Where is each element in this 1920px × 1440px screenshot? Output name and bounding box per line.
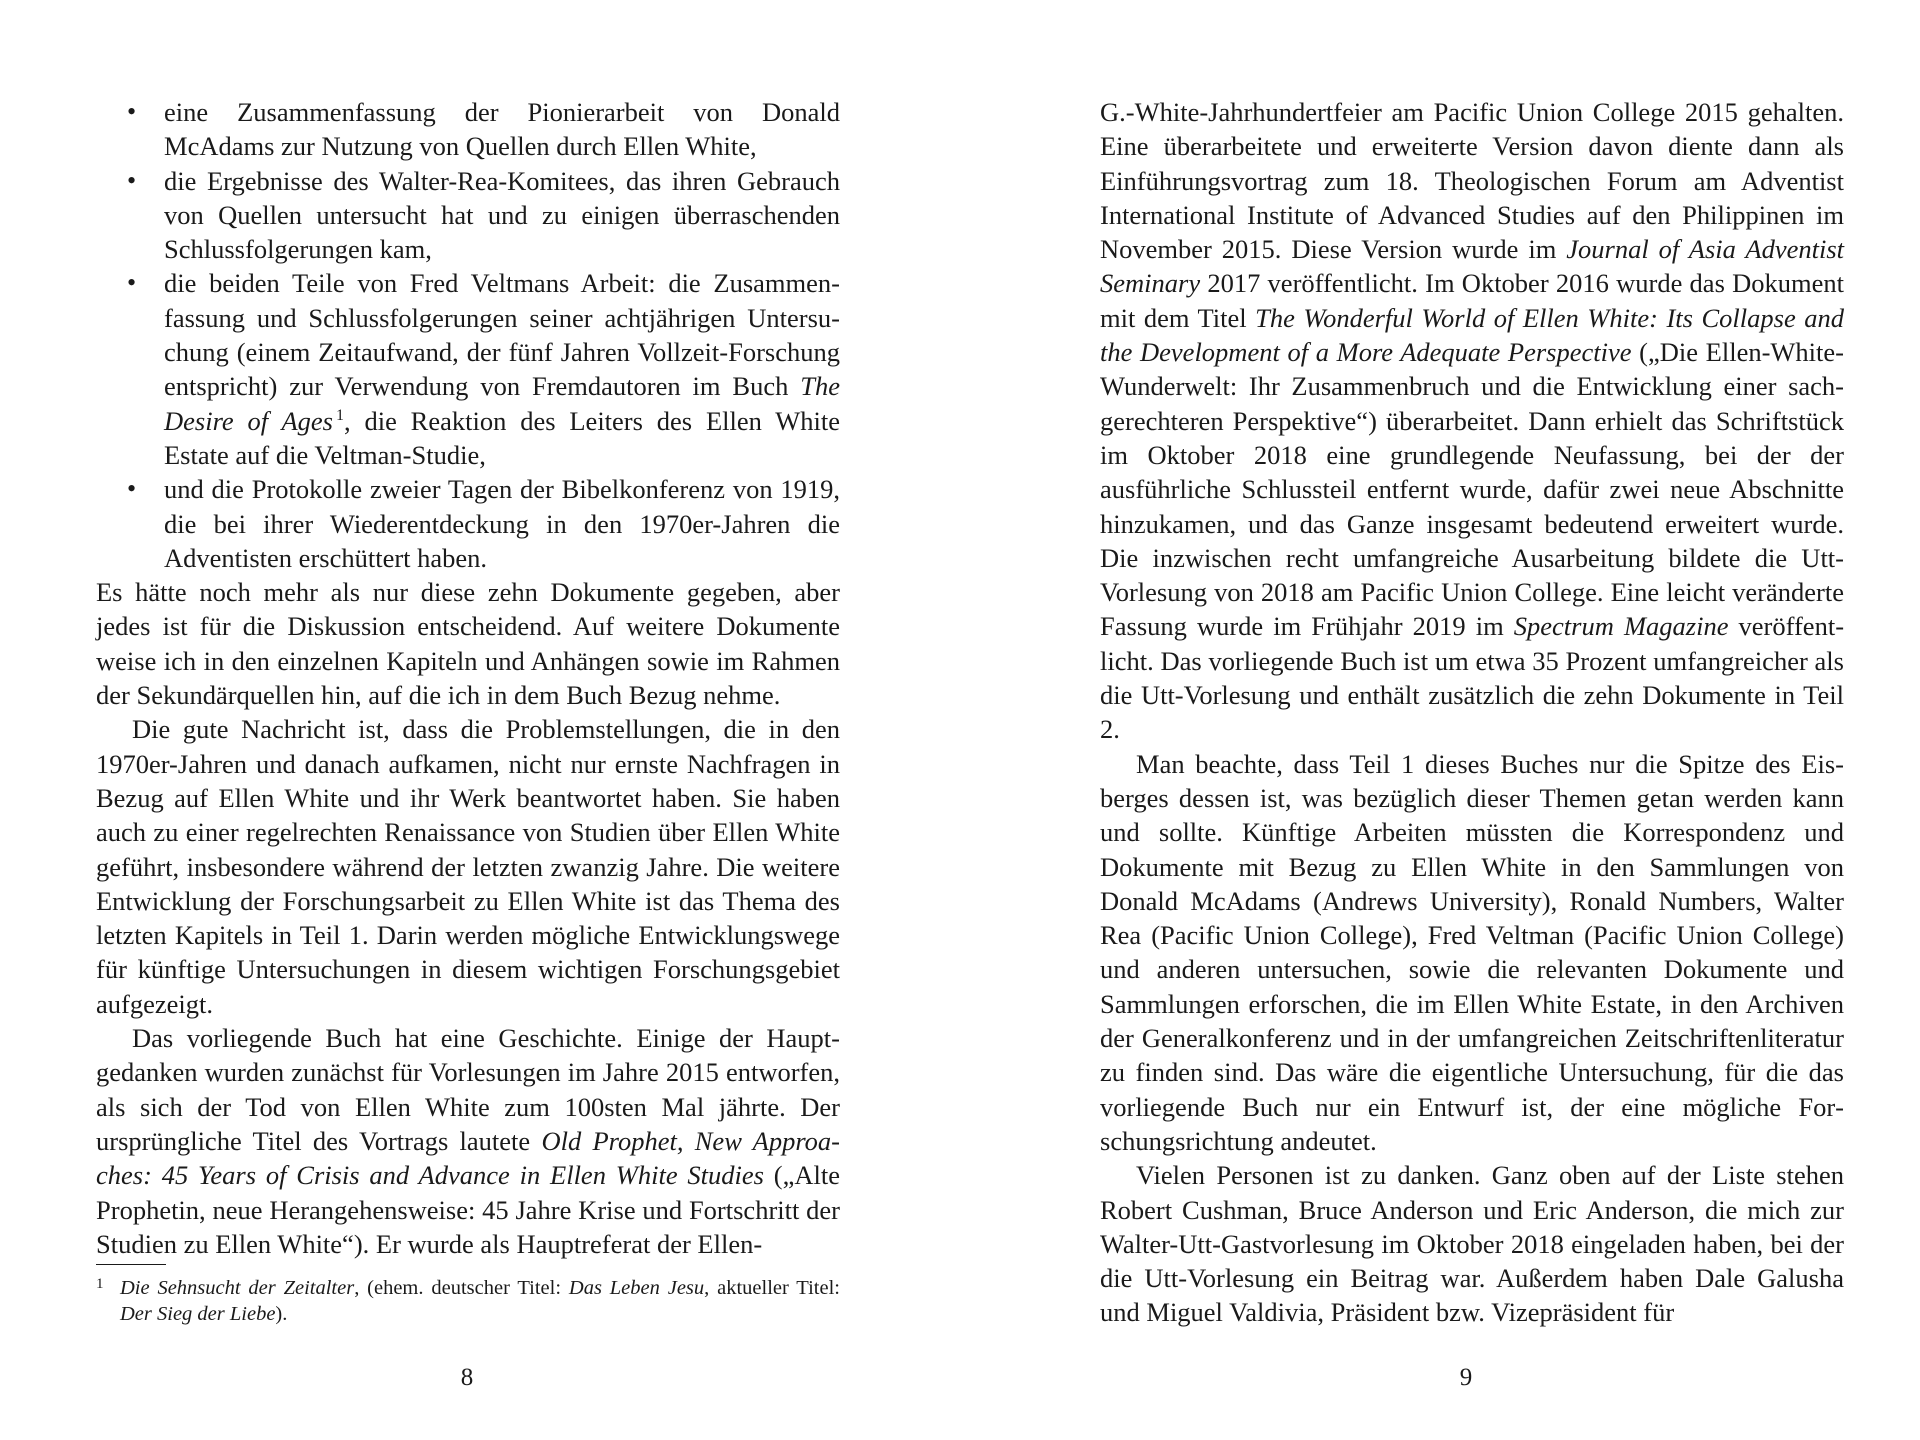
bullet-icon: • bbox=[127, 474, 137, 504]
footnote bbox=[96, 1275, 840, 1327]
paragraph-text: G.-White-Jahrhundertfeier am Pacific Union College 2015 gehalten. Eine überarbeitete und erweiterte Version davon diente dann als Einführungsvortrag zum 18. Theologischen Forum am Adventist International Institute of Advanced Studies auf den Philippinen im November 2015. Diese Version wurde im bbox=[1100, 97, 1844, 265]
footnote-title: Der Sieg der Liebe bbox=[120, 1303, 276, 1325]
lecture-title: Old Prophet, New Approaches: 45 Years of Crisis and Advance in Ellen White Studies bbox=[96, 1125, 840, 1191]
footnote-text-part: ). bbox=[275, 1303, 288, 1325]
document-list bbox=[96, 95, 840, 575]
footnote-title: Das Leben Jesu bbox=[568, 1277, 705, 1299]
list-item-text: die beiden Teile von Fred Veltmans Arbeit: die Zusammenfassung und Schlussfolgerungen seiner achtjährigen Untersuchung (einem Zeitaufwand, der fünf Jahren Vollzeit-Forschung entspricht) zur Verwendung von Fremdautoren im Buch bbox=[164, 268, 840, 402]
paragraph bbox=[1100, 95, 1844, 747]
book-title: The Desire of Ages bbox=[164, 371, 840, 436]
list-item bbox=[127, 472, 840, 575]
page-number-right: 9 bbox=[1459, 1364, 1473, 1391]
paragraph-text: („Die Ellen-White-Wunderwelt: Ihr Zusammenbruch und die Entwicklung einer sachgerechteren Perspektive“) überarbeitet. Dann erhielt das Schriftstück im Oktober 2018 eine grundlegende Neufassung, bei der der ausführliche Schlussteil entfernt wurde, dafür zwei neue Abschnitte hinzukamen, und das Ganze insgesamt bedeutend erweitert wurde. Die inzwischen recht umfangreiche Ausarbeitung bildete die Utt-Vorlesung von 2018 am Pacific Union College. Eine leicht veränderte Fassung wurde im Frühjahr 2019 im bbox=[1100, 337, 1844, 642]
footnote-reference[interactable]: 1 bbox=[336, 406, 344, 424]
bullet-icon: • bbox=[127, 165, 137, 195]
footnote-title: Die Sehnsucht der Zeitalter bbox=[120, 1277, 355, 1299]
paragraph: Man beachte, dass Teil 1 dieses Buches nur die Spitze des Eisberges dessen ist, was bezüglich dieser Themen getan werden kann und sollte. Künftige Arbeiten müssten die Korrespondenz und Dokumente mit Bezug zu Ellen White in den Sammlungen von Donald McAdams (Andrews University), Ronald Numbers, Walter Rea (Pacific Union College), Fred Veltman (Pacific Union College) und anderen untersuchen, sowie die relevanten Dokumente und Sammlungen erforschen, die im Ellen White Estate, in den Archiven der Generalkonferenz und in der umfangreichen Zeitschriftenliteratur zu finden sind. Das wäre die eigentliche Untersuchung, für die das vorliegende Buch nur ein Entwurf ist, der eine mögliche Forschungsrichtung andeutet. bbox=[1100, 748, 1844, 1156]
footnote-divider bbox=[96, 1264, 166, 1265]
footnote-text-part: , aktueller Titel: bbox=[704, 1277, 840, 1299]
list-item bbox=[127, 164, 840, 267]
paragraph: Es hätte noch mehr als nur diese zehn Dokumente gegeben, aber jedes ist für die Diskussion entscheidend. Auf weitere Dokumente weise ich in den einzelnen Kapiteln und Anhängen sowie im Rahmen der Sekundärquellen hin, auf die ich in dem Buch Bezug nehme. bbox=[96, 577, 840, 711]
paragraph: Vielen Personen ist zu danken. Ganz oben auf der Liste stehen Robert Cushman, Bruce Anderson und Eric Anderson, die mich zur Walter-Utt-Gastvorlesung im Oktober 2018 eingeladen haben, bei der die Utt-Vorlesung ein Beitrag war. Außerdem haben Dale Galusha und Miguel Valdivia, Präsident bzw. Vizepräsident für bbox=[1100, 1160, 1844, 1328]
paragraph bbox=[96, 1021, 840, 1261]
list-item bbox=[127, 95, 840, 164]
page-number-left: 8 bbox=[460, 1364, 474, 1391]
paragraph-text: Das vorliegende Buch hat eine Geschichte. Einige der Hauptgedanken wurden zunächst für Vorlesungen im Jahre 2015 entworfen, als sich der Tod von Ellen White zum 100sten Mal jährte. Der ursprüngliche Titel des Vortrags lautete bbox=[96, 1023, 840, 1156]
journal-title: Journal of Asia Adventist Seminary bbox=[1100, 234, 1844, 299]
list-item-text: und die Protokolle zweier Tagen der Bibelkonferenz von 1919, die bei ihrer Wiederentdeckung in den 1970er-Jahren die Adventisten erschüttert haben. bbox=[164, 474, 840, 573]
paragraph-text: veröffentlicht. Das vorliegende Buch ist um etwa 35 Prozent umfangreicher als die Utt-Vorlesung und enthält zusätzlich die zehn Dokumente in Teil 2. bbox=[1100, 611, 1845, 745]
bullet-icon: • bbox=[127, 268, 137, 298]
paragraph-text: („Alte Prophetin, neue Herangehensweise: 45 Jahre Krise und Fortschritt der Studien zu Ellen White“). Er wurde als Hauptreferat der Ellen- bbox=[96, 1160, 840, 1259]
paragraph-text: 2017 veröffentlicht. Im Oktober 2016 wurde das Dokument mit dem Titel bbox=[1100, 268, 1844, 333]
paragraph: Die gute Nachricht ist, dass die Problemstellungen, die in den 1970er-Jahren und danach aufkamen, nicht nur ernste Nachfragen in Bezug auf Ellen White und ihr Werk beantwortet haben. Sie haben auch zu einer regelrechten Renaissance von Studien über Ellen White geführt, insbesondere während der letzten zwanzig Jahre. Die weitere Entwicklung der Forschungsarbeit zu Ellen White ist das Thema des letzten Kapitels in Teil 1. Darin werden mögliche Entwicklungswege für künftige Untersuchungen in diesem wichtigen Forschungsgebiet aufgezeigt. bbox=[96, 714, 840, 1019]
magazine-title: Spectrum Magazine bbox=[1513, 611, 1729, 642]
document-title: The Wonderful World of Ellen White: Its Collapse and the Development of a More Adequate Perspective bbox=[1100, 302, 1844, 368]
list-item bbox=[127, 266, 840, 472]
footnote-text-part: , (ehem. deutscher Titel: bbox=[354, 1277, 569, 1299]
list-item-text: , die Reaktion des Leiters des Ellen White Estate auf die Veltman-Studie, bbox=[164, 405, 840, 470]
bullet-icon: • bbox=[127, 97, 137, 126]
list-item-text: eine Zusammenfassung der Pionierarbeit von Donald McAdams zur Nutzung von Quellen durch Ellen White, bbox=[164, 97, 840, 162]
footnote-text bbox=[96, 1275, 840, 1327]
right-page-body bbox=[1100, 95, 1844, 1330]
left-page-body bbox=[96, 95, 840, 1261]
list-item-text: die Ergebnisse des Walter-Rea-Komitees, das ihren Gebrauch von Quellen untersucht hat und zu einigen überraschenden Schlussfolgerungen kam, bbox=[164, 165, 840, 265]
footnote-number: 1 bbox=[96, 1276, 104, 1292]
